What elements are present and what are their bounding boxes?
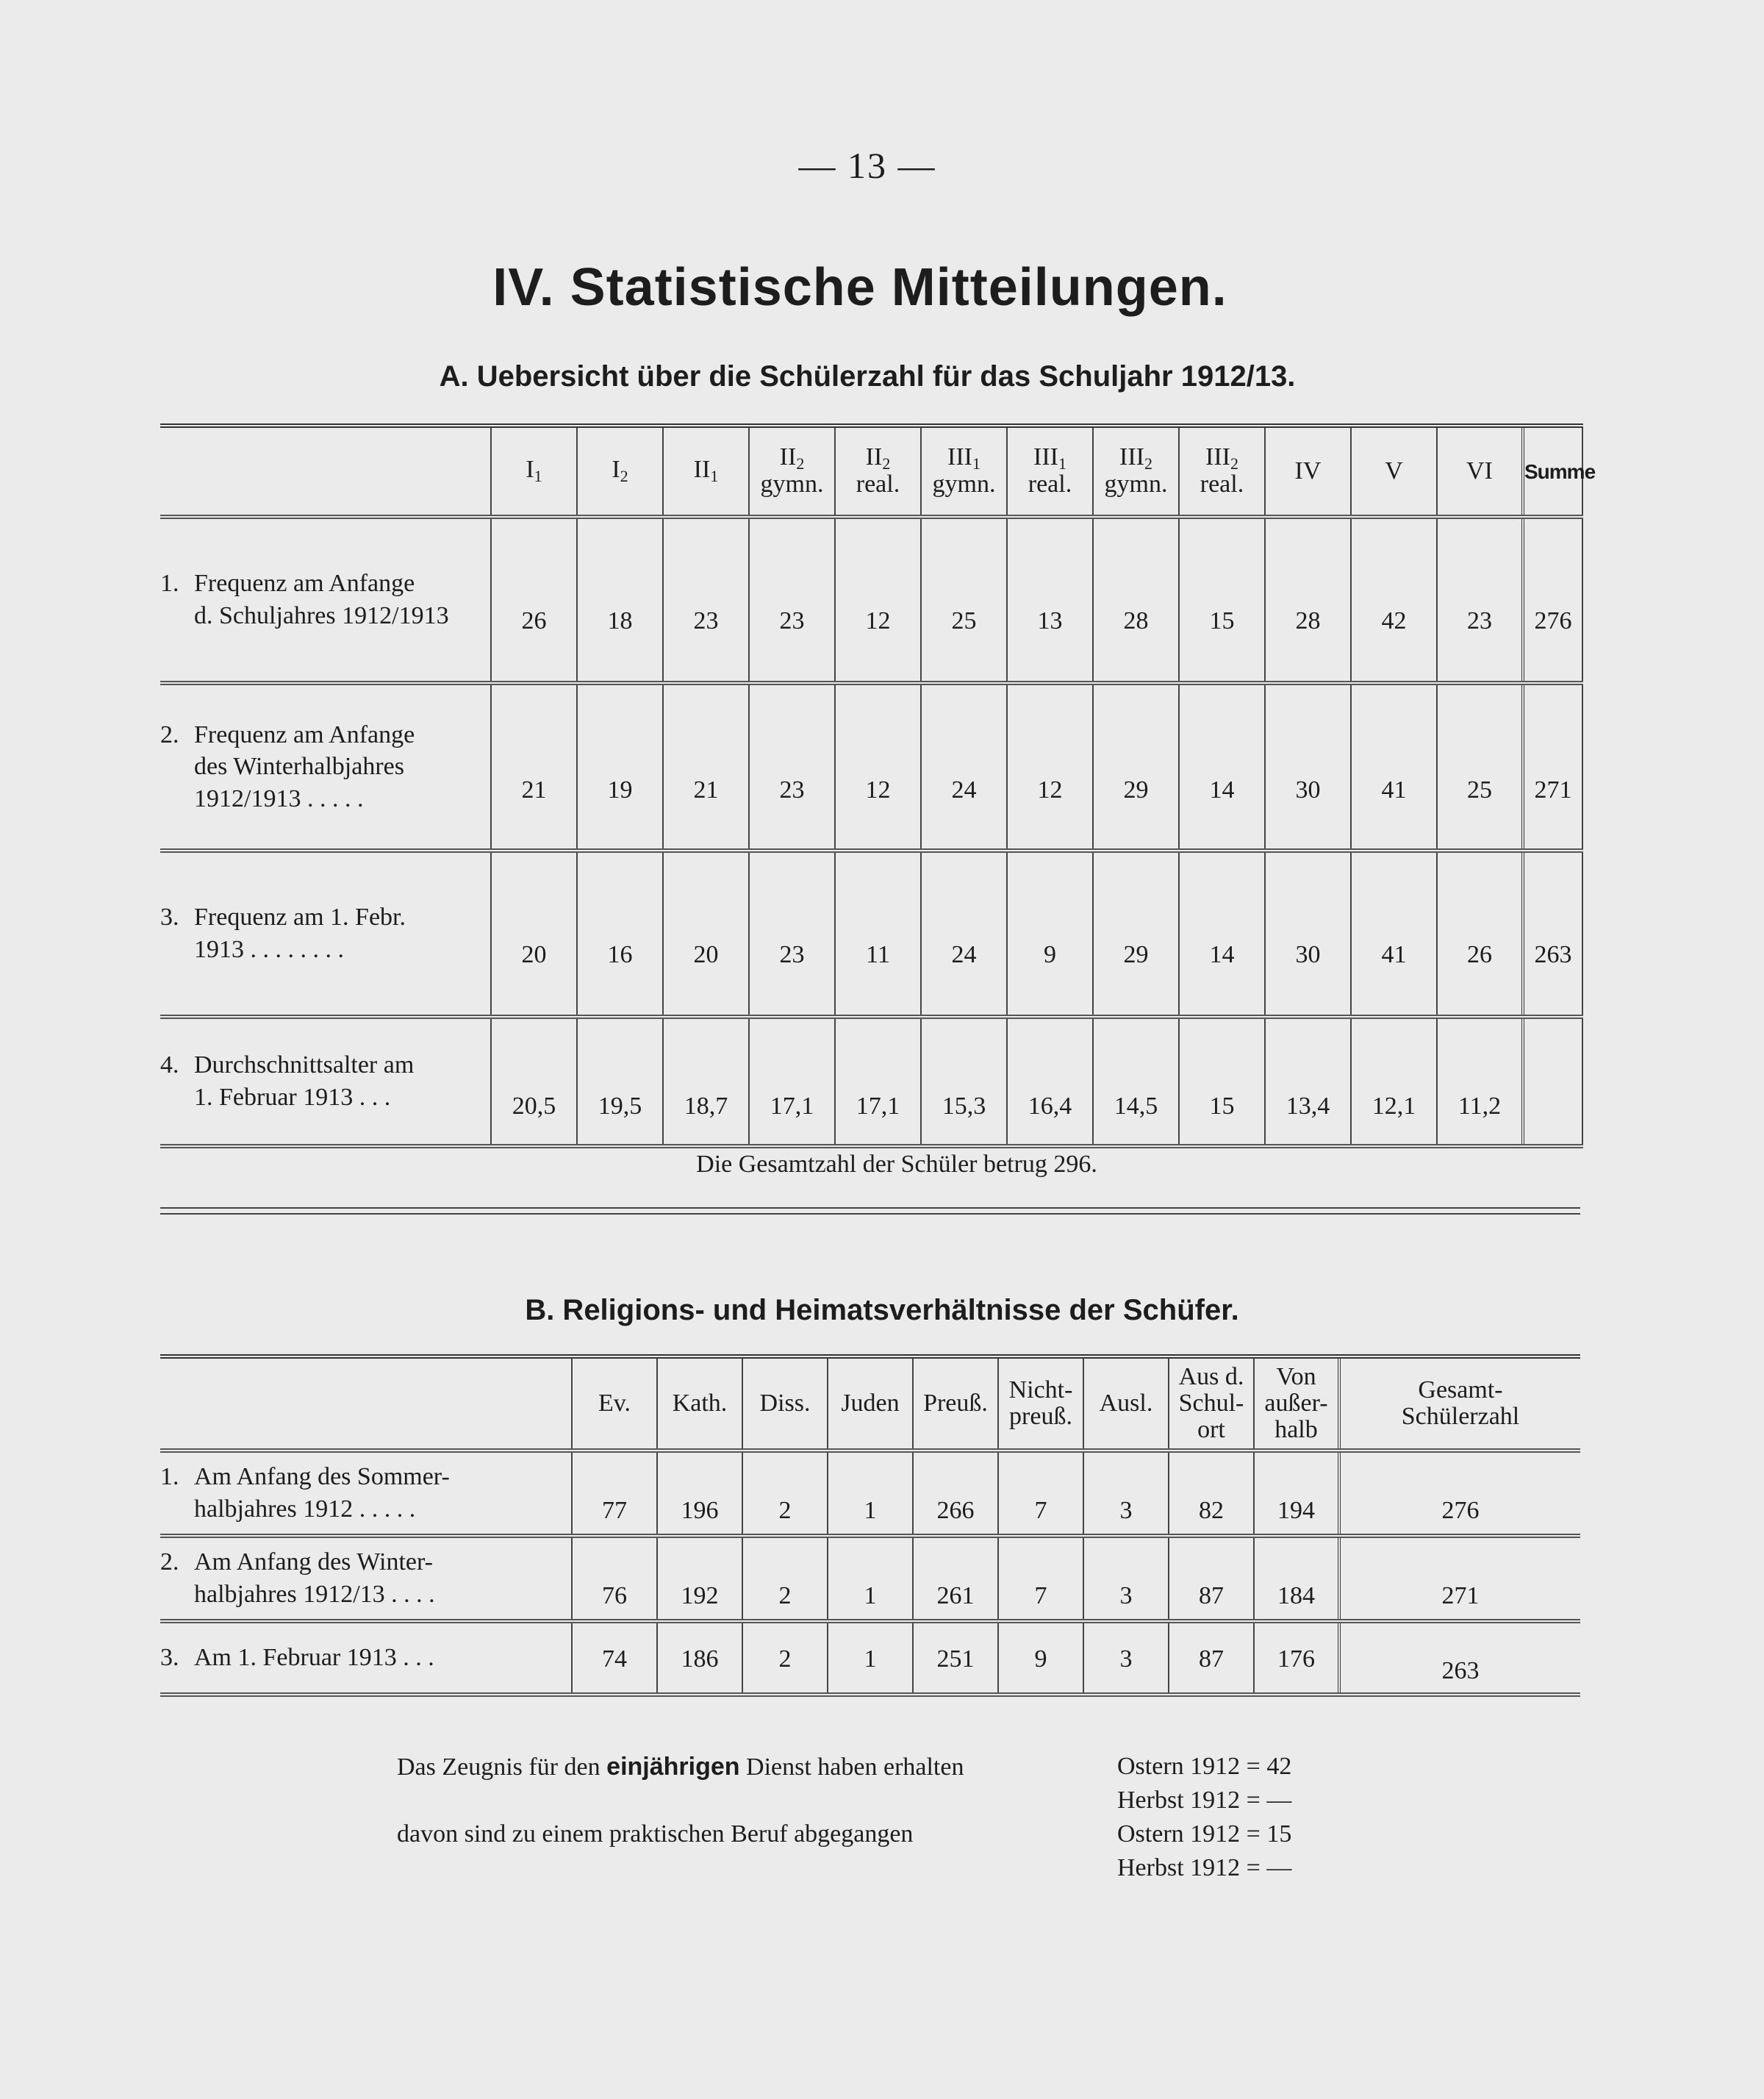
row-number: 3. (160, 904, 179, 932)
table-cell: 20,5 (491, 1017, 577, 1146)
table-cell: 23 (749, 683, 835, 851)
column-header-label: V (1385, 457, 1403, 484)
table-row (160, 517, 1582, 683)
table-cell: 184 (1254, 1536, 1339, 1621)
table-cell: 29 (1093, 851, 1179, 1017)
column-header-label: Ev. (598, 1390, 631, 1417)
table-cell: 12,1 (1351, 1017, 1437, 1146)
page-number: — 13 — (798, 145, 936, 186)
table-cell: 11 (835, 851, 921, 1017)
column-header (1169, 1356, 1254, 1451)
table-cell: 186 (657, 1621, 742, 1695)
column-header (1437, 426, 1523, 517)
table-cell: 18,7 (663, 1017, 749, 1146)
row-label-text: Frequenz am 1. Febr. (194, 904, 406, 932)
section-divider (160, 1207, 1580, 1215)
table-cell: 23 (749, 851, 835, 1017)
table-cell: 251 (913, 1621, 998, 1695)
column-header-type: gymn. (760, 471, 824, 498)
row-number: 4. (160, 1051, 179, 1079)
column-header (1339, 1356, 1580, 1451)
row-label-line (160, 568, 490, 600)
column-header (491, 426, 577, 517)
row-label-line: halbjahres 1912/13 . . . . (194, 1581, 435, 1608)
table-row (160, 1451, 1580, 1536)
table-cell: 13,4 (1265, 1017, 1351, 1146)
column-header (835, 426, 921, 517)
row-label (160, 1017, 491, 1146)
table-cell: 25 (921, 517, 1007, 683)
table-cell: 14 (1179, 851, 1265, 1017)
table-cell: 30 (1265, 851, 1351, 1017)
career-easter-value: Ostern 1912 = 15 (1117, 1820, 1292, 1848)
table-cell: 19,5 (577, 1017, 663, 1146)
table-cell: 15 (1179, 1017, 1265, 1146)
column-header (998, 1356, 1083, 1451)
table-cell: 23 (749, 517, 835, 683)
row-label-text: Durchschnittsalter am (194, 1051, 415, 1079)
row-label-line (160, 1049, 490, 1081)
column-header-type: gymn. (932, 471, 996, 498)
column-header-subscript: 2 (1144, 454, 1152, 473)
column-header-label: halb (1274, 1415, 1318, 1443)
table-cell: 16 (577, 851, 663, 1017)
section-b-heading: B. Religions- und Heimatsverhältnisse der Schüfer. (525, 1294, 1239, 1326)
row-label-line: 1. Februar 1913 . . . (194, 1084, 391, 1111)
table-cell: 18 (577, 517, 663, 683)
column-header (577, 426, 663, 517)
table-cell: 1 (828, 1536, 913, 1621)
table-cell: 192 (657, 1536, 742, 1621)
column-header (663, 426, 749, 517)
column-header (657, 1356, 742, 1451)
column-header-label: III (1205, 443, 1230, 471)
row-label-line (160, 901, 490, 934)
table-cell: 41 (1351, 683, 1437, 851)
table-row (160, 851, 1582, 1017)
column-header-label: III (1119, 443, 1144, 471)
table-cell: 29 (1093, 683, 1179, 851)
column-header-label: preuß. (1009, 1403, 1072, 1430)
table-cell: 12 (835, 683, 921, 851)
row-label (160, 517, 491, 683)
table-cell: 23 (1437, 517, 1523, 683)
column-header-label: Preuß. (923, 1390, 988, 1417)
column-header (572, 1356, 657, 1451)
column-header-type: real. (1200, 471, 1244, 498)
certificate-autumn-value: Herbst 1912 = — (1117, 1787, 1292, 1814)
row-label-text: Am 1. Februar 1913 . . . (194, 1643, 434, 1671)
table-cell: 21 (491, 683, 577, 851)
table-cell: 1 (828, 1621, 913, 1695)
column-header (1093, 426, 1179, 517)
column-header-subscript: 2 (796, 454, 805, 473)
column-header-label: außer- (1264, 1390, 1328, 1417)
row-label-line: halbjahres 1912 . . . . . (194, 1495, 416, 1523)
column-header (1265, 426, 1351, 517)
table-cell: 21 (663, 683, 749, 851)
column-header (828, 1356, 913, 1451)
table-cell: 19 (577, 683, 663, 851)
table-cell: 25 (1437, 683, 1523, 851)
table-cell: 16,4 (1007, 1017, 1093, 1146)
total-pupils-note: Die Gesamtzahl der Schüler betrug 296. (696, 1151, 1097, 1178)
table-cell: 7 (998, 1451, 1083, 1536)
column-header-subscript: 2 (1230, 454, 1238, 473)
column-header-label: Aus d. (1178, 1363, 1244, 1391)
table-row (160, 1017, 1582, 1146)
row-label-text: Frequenz am Anfange (194, 720, 415, 748)
certificate-easter-value: Ostern 1912 = 42 (1117, 1753, 1292, 1780)
table-cell: 82 (1169, 1451, 1254, 1536)
column-header-label: Kath. (672, 1390, 728, 1417)
table-cell: 271 (1523, 683, 1582, 851)
table-cell: 2 (742, 1536, 828, 1621)
table-cell: 28 (1093, 517, 1179, 683)
row-number: 2. (160, 1548, 179, 1576)
table-row (160, 1536, 1580, 1621)
column-header (1083, 1356, 1169, 1451)
column-header-label: II (693, 456, 711, 484)
row-number: 3. (160, 1643, 179, 1671)
table-cell: 77 (572, 1451, 657, 1536)
religion-origin-table (160, 1354, 1580, 1697)
table-row (160, 683, 1582, 851)
table-cell: 20 (491, 851, 577, 1017)
table-cell: 12 (835, 517, 921, 683)
table-cell: 1 (828, 1451, 913, 1536)
pupil-count-table (160, 423, 1596, 1148)
table-cell: 30 (1265, 683, 1351, 851)
table-cell: 14,5 (1093, 1017, 1179, 1146)
column-header-label: II (865, 443, 883, 471)
column-header-label: Diss. (759, 1390, 811, 1417)
column-header-subscript: 1 (710, 467, 719, 486)
column-header-label: III (1033, 443, 1058, 471)
table-cell: 2 (742, 1621, 828, 1695)
column-header (1007, 426, 1093, 517)
table-cell: 263 (1523, 851, 1582, 1017)
row-label (160, 1536, 572, 1621)
column-header-label: Von (1276, 1363, 1316, 1391)
row-label (160, 851, 491, 1017)
table-row (160, 1621, 1580, 1695)
table-cell: 13 (1007, 517, 1093, 683)
table-cell: 20 (663, 851, 749, 1017)
table-cell: 194 (1254, 1451, 1339, 1536)
career-autumn-value: Herbst 1912 = — (1117, 1854, 1292, 1881)
row-label-line (160, 1546, 571, 1578)
column-header-subscript: 2 (620, 467, 628, 486)
table-cell (1523, 1017, 1582, 1146)
row-number: 1. (160, 1462, 179, 1490)
column-header-label: Summe (1524, 460, 1596, 483)
column-header-label: III (947, 443, 972, 471)
career-text: davon sind zu einem praktischen Beruf abgegangen (397, 1820, 914, 1848)
row-label-line (160, 719, 490, 751)
column-header-label: Nicht- (1008, 1376, 1073, 1404)
table-cell: 26 (491, 517, 577, 683)
row-label (160, 1451, 572, 1536)
table-cell: 15 (1179, 517, 1265, 683)
table-cell: 9 (998, 1621, 1083, 1695)
table-cell: 28 (1265, 517, 1351, 683)
column-header (742, 1356, 828, 1451)
table-cell: 196 (657, 1451, 742, 1536)
row-label-text: Am Anfang des Winter- (194, 1548, 433, 1576)
page-title: IV. Statistische Mitteilungen. (492, 258, 1227, 317)
table-cell: 3 (1083, 1451, 1169, 1536)
table-cell: 276 (1523, 517, 1582, 683)
table-cell: 276 (1339, 1451, 1580, 1536)
column-header-subscript: 1 (1058, 454, 1066, 473)
table-cell: 87 (1169, 1621, 1254, 1695)
column-header-label: Gesamt- (1418, 1376, 1503, 1404)
table-cell: 7 (998, 1536, 1083, 1621)
row-label-line: 1912/1913 . . . . . (194, 784, 364, 812)
table-cell: 266 (913, 1451, 998, 1536)
table-cell: 12 (1007, 683, 1093, 851)
column-header-type: real. (1028, 471, 1072, 498)
column-header-type: gymn. (1104, 471, 1168, 498)
table-cell: 74 (572, 1621, 657, 1695)
certificate-text: Das Zeugnis für den einjährigen Dienst haben erhalten (397, 1753, 964, 1781)
table-cell: 24 (921, 851, 1007, 1017)
row-label-text: Am Anfang des Sommer- (194, 1462, 450, 1490)
table-cell: 271 (1339, 1536, 1580, 1621)
column-header-label: I (526, 456, 534, 484)
table-cell: 2 (742, 1451, 828, 1536)
table-cell: 17,1 (749, 1017, 835, 1146)
row-label-line: d. Schuljahres 1912/1913 (194, 602, 449, 629)
column-header (1351, 426, 1437, 517)
empty-header-cell (160, 426, 491, 517)
row-label-text: Frequenz am Anfange (194, 570, 415, 598)
table-header-row (160, 1356, 1580, 1451)
row-number: 2. (160, 720, 179, 748)
table-cell: 17,1 (835, 1017, 921, 1146)
row-label (160, 683, 491, 851)
row-number: 1. (160, 570, 179, 598)
column-header-label: VI (1466, 457, 1493, 484)
column-header (1523, 426, 1596, 517)
column-header (749, 426, 835, 517)
row-label (160, 1621, 572, 1695)
table-cell: 14 (1179, 683, 1265, 851)
column-header-label: Schul- (1178, 1390, 1244, 1417)
table-cell: 261 (913, 1536, 998, 1621)
column-header-subscript: 1 (972, 454, 980, 473)
row-label-line (160, 1642, 571, 1674)
column-header-label: I (612, 456, 620, 484)
table-cell: 3 (1083, 1536, 1169, 1621)
column-header (913, 1356, 998, 1451)
column-header-label: II (779, 443, 797, 471)
table-cell: 26 (1437, 851, 1523, 1017)
column-header-label: ort (1197, 1415, 1225, 1443)
table-cell: 3 (1083, 1621, 1169, 1695)
column-header-type: real. (856, 471, 900, 498)
table-cell: 23 (663, 517, 749, 683)
table-cell: 42 (1351, 517, 1437, 683)
table-cell: 24 (921, 683, 1007, 851)
table-cell: 87 (1169, 1536, 1254, 1621)
column-header-label: IV (1294, 457, 1322, 484)
column-header-label: Schülerzahl (1401, 1403, 1520, 1430)
row-label-line: 1913 . . . . . . . . (194, 936, 344, 963)
column-header (1254, 1356, 1339, 1451)
row-label-line: des Winterhalbjahres (194, 753, 404, 781)
table-cell: 263 (1339, 1621, 1580, 1695)
table-cell: 11,2 (1437, 1017, 1523, 1146)
column-header-subscript: 1 (534, 467, 542, 486)
column-header-label: Ausl. (1099, 1390, 1153, 1417)
table-cell: 15,3 (921, 1017, 1007, 1146)
empty-header-cell (160, 1356, 572, 1451)
table-header-row (160, 426, 1582, 517)
table-cell: 41 (1351, 851, 1437, 1017)
table-cell: 176 (1254, 1621, 1339, 1695)
table-cell: 9 (1007, 851, 1093, 1017)
column-header (1179, 426, 1265, 517)
column-header-subscript: 2 (882, 454, 891, 473)
row-label-line (160, 1461, 571, 1493)
table-cell: 76 (572, 1536, 657, 1621)
column-header-label: Juden (841, 1390, 900, 1417)
section-a-heading: A. Uebersicht über die Schülerzahl für das Schuljahr 1912/13. (439, 360, 1296, 393)
column-header (921, 426, 1007, 517)
